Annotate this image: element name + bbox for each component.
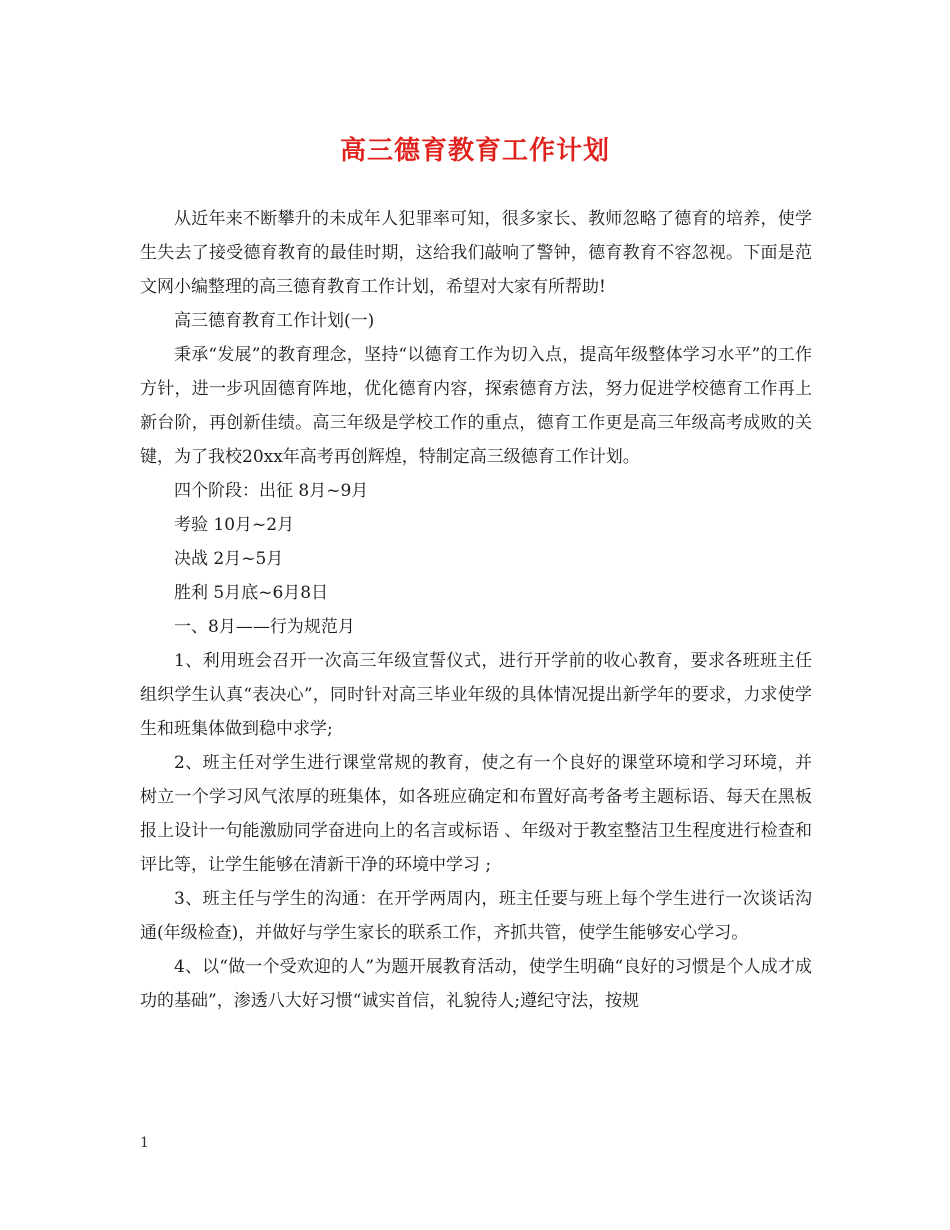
list-item: 2、班主任对学生进行课堂常规的教育，使之有一个良好的课堂环境和学习环境，并树立一个学习风气浓厚的班集体，如各班应确定和布置好高考备考主题标语、每天在黑板报上设计一句能激励同学奋进向上的名言或标语 、年级对于教室整洁卫生程度进行检查和评比等，让学生能够在清新干净的环境中学习 ; [140, 753, 812, 875]
intro-paragraph: 从近年来不断攀升的未成年人犯罪率可知，很多家长、教师忽略了德育的培养，使学生失去了接受德育教育的最佳时期，这给我们敲响了警钟，德育教育不容忽视。下面是范文网小编整理的高三德育教育工作计划，希望对大家有所帮助! [140, 209, 812, 297]
document-body [140, 202, 812, 1018]
stage-line: 四个阶段：出征 8月~9月 [174, 481, 369, 501]
document-title: 高三德育教育工作计划 [339, 136, 610, 166]
stage-line: 胜利 5月底~6月8日 [174, 583, 329, 603]
body-paragraph: 秉承“发展”的教育理念，坚持“以德育工作为切入点，提高年级整体学习水平”的工作方针，进一步巩固德育阵地，优化德育内容，探索德育方法，努力促进学校德育工作再上新台阶，再创新佳绩。高三年级是学校工作的重点，德育工作更是高三年级高考成败的关键，为了我校20xx年高考再创辉煌，特制定高三级德育工作计划。 [140, 345, 812, 467]
page-number: 1 [140, 1135, 149, 1151]
stage-line: 考验 10月~2月 [174, 515, 295, 535]
list-item: 1、利用班会召开一次高三年级宣誓仪式，进行开学前的收心教育，要求各班班主任组织学生认真“表决心”，同时针对高三毕业年级的具体情况提出新学年的要求，力求使学生和班集体做到稳中求学; [140, 651, 812, 739]
list-item: 4、以“做一个受欢迎的人”为题开展教育活动，使学生明确“良好的习惯是个人成才成功的基础”，渗透八大好习惯“诚实首信，礼貌待人;遵纪守法，按规 [140, 957, 812, 1011]
subsection-heading: 一、8月——行为规范月 [174, 617, 355, 637]
section-heading: 高三德育教育工作计划(一) [174, 311, 375, 331]
stage-line: 决战 2月~5月 [174, 549, 284, 569]
list-item: 3、班主任与学生的沟通：在开学两周内，班主任要与班上每个学生进行一次谈话沟通(年级检查)，并做好与学生家长的联系工作，齐抓共管，使学生能够安心学习。 [140, 889, 812, 943]
